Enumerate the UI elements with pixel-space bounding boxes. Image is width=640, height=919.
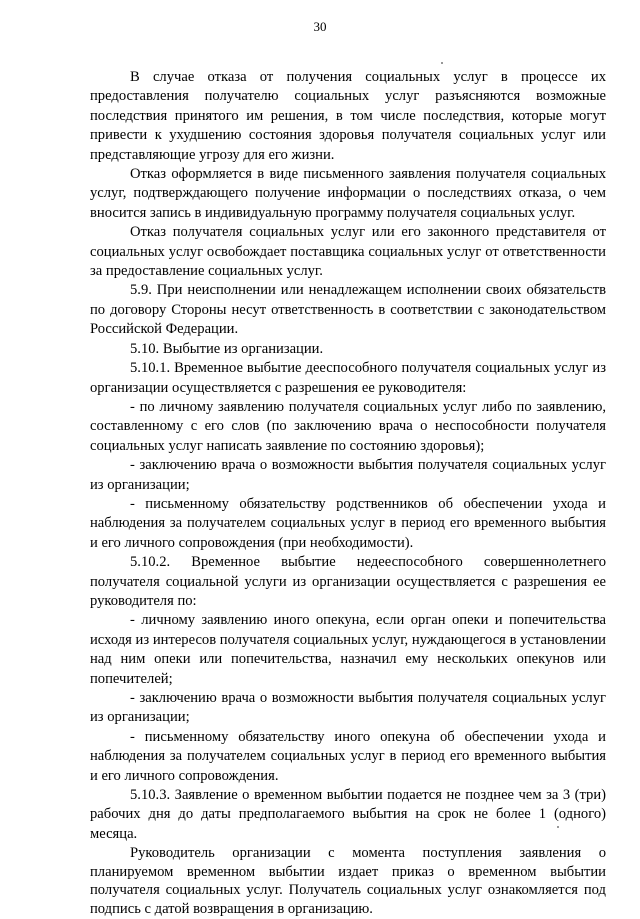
list-item-relatives-obligation: - письменному обязательству родственников об обеспечении ухода и наблюдения за получателем социальных услуг в период его временного выбытия и его личного сопровождения (при необходимости). <box>90 495 606 551</box>
paragraph-5-9: 5.9. При неисполнении или ненадлежащем исполнении своих обязательств по договору Стороны несут ответственность в соответствии с законодательством Российской Федерации. <box>90 282 606 338</box>
list-item-personal-statement: - по личному заявлению получателя социальных услуг либо по заявлению, составленному с его слов (по заключению врача о неспособности получателя социальных услуг написать заявление по состоянию здоровья); <box>90 398 606 454</box>
page-number: 30 <box>313 19 327 34</box>
paragraph-5-10: 5.10. Выбытие из организации. <box>130 340 324 357</box>
list-item-guardian-obligation: - письменному обязательству иного опекуна об обеспечении ухода и наблюдения за получателем социальных услуг в период его временного выбытия и его личного сопровождения. <box>90 728 606 784</box>
paragraph-director-order: Руководитель организации с момента поступления заявления о планируемом временном выбытии издает приказ о временном выбытии получателя социальных услуг. Получатель социальных услуг ознакомляется под подпись с датой возвращения в организацию. <box>90 845 606 918</box>
paragraph-refusal-consequences: В случае отказа от получения социальных услуг в процессе их предоставления получателю социальных услуг разъясняются возможные последствия принятого им решения, в том числе последствия, которые могут привести к ухудшению состояния здоровья получателя социальных услуг или представляющие угрозу для его жизни. <box>90 69 606 163</box>
paragraph-refusal-liability: Отказ получателя социальных услуг или его законного представителя от социальных услуг освобождает поставщика социальных услуг от ответственности за предоставление социальных услуг. <box>90 224 606 280</box>
list-item-guardian-statement: - личному заявлению иного опекуна, если орган опеки и попечительства исходя из интересов получателя социальных услуг, нуждающегося в установлении над ним опеки или попечительства, назначил ему нескольких опекунов или попечителей; <box>90 612 606 687</box>
paragraph-5-10-2: 5.10.2. Временное выбытие недееспособного совершеннолетнего получателя социальной услуги из организации осуществляется с разрешения ее руководителя по: <box>90 554 606 609</box>
paragraph-5-10-3: 5.10.3. Заявление о временном выбытии подается не позднее чем за 3 (три) рабочих дня до даты предполагаемого выбытия на срок не более 1 (одного) месяца. <box>90 787 606 842</box>
document-body <box>90 68 606 919</box>
paragraph-5-10-1: 5.10.1. Временное выбытие дееспособного получателя социальных услуг из организации осуществляется с разрешения ее руководителя: <box>90 360 606 396</box>
list-item-doctor-conclusion: - заключению врача о возможности выбытия получателя социальных услуг из организации; <box>90 457 606 493</box>
list-item-doctor-conclusion-2: - заключению врача о возможности выбытия получателя социальных услуг из организации; <box>90 690 606 726</box>
paragraph-refusal-form: Отказ оформляется в виде письменного заявления получателя социальных услуг, подтверждающего получение информации о последствиях отказа, о чем вносится запись в индивидуальную программу получателя социальных услуг. <box>90 166 606 221</box>
scan-speck <box>441 62 443 64</box>
